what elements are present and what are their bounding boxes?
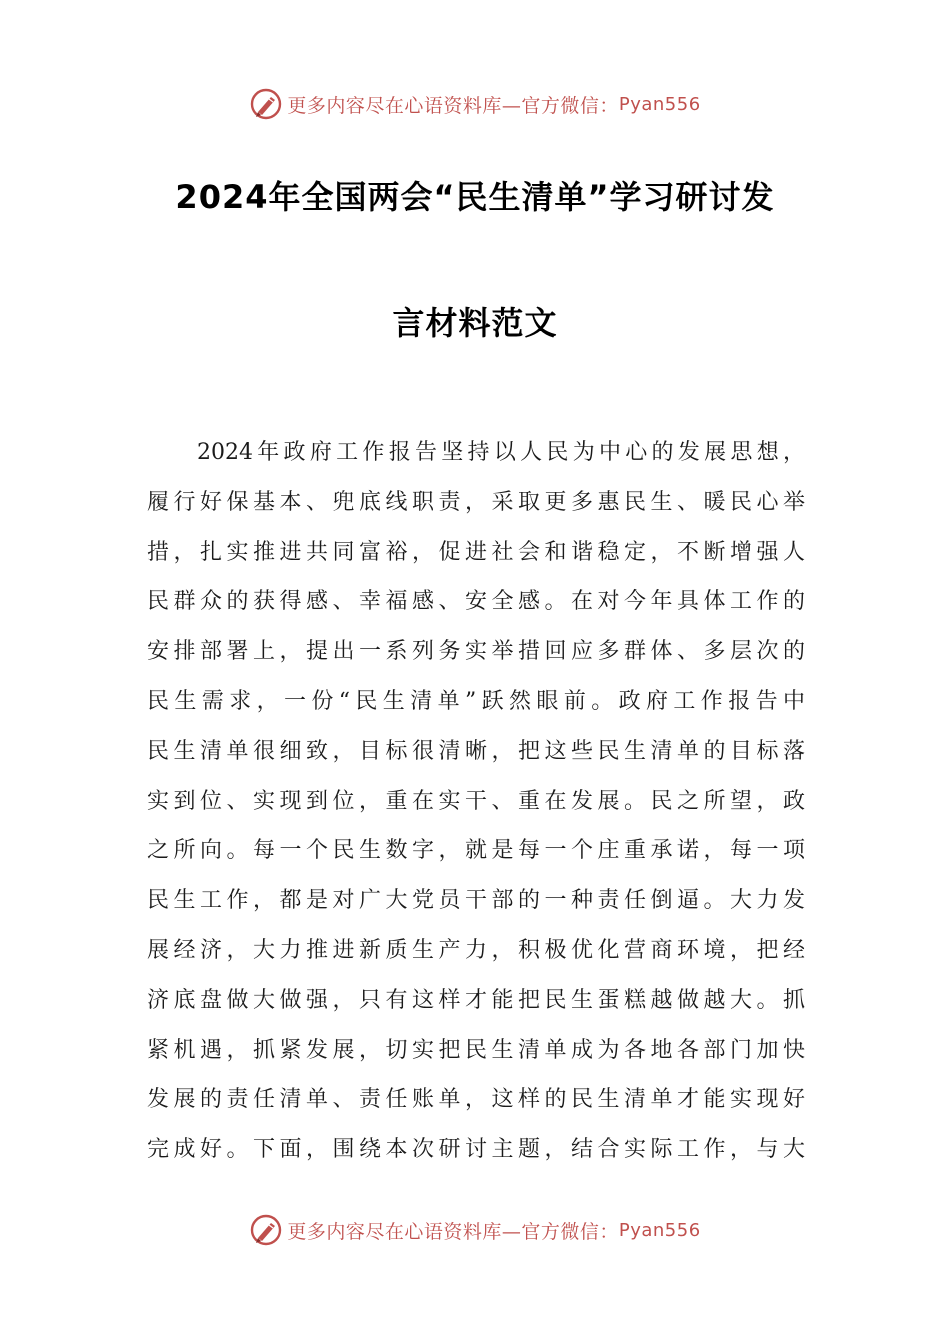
body-line: 之所向。每一个民生数字，就是每一个庄重承诺，每一项 xyxy=(147,838,805,864)
pen-logo-icon xyxy=(249,87,283,121)
body-line: 民群众的获得感、幸福感、安全感。在对今年具体工作的 xyxy=(147,589,805,615)
body-line: 实到位、实现到位，重在实干、重在发展。民之所望，政 xyxy=(147,788,805,814)
body-line: 展经济，大力推进新质生产力，积极优化营商环境，把经 xyxy=(147,937,805,963)
document-title-line-1: 2024年全国两会“民生清单”学习研讨发 xyxy=(175,178,775,216)
watermark-text: 更多内容尽在心语资料库—官方微信： xyxy=(287,1220,619,1243)
footer-watermark xyxy=(0,1210,950,1250)
watermark-text: 更多内容尽在心语资料库—官方微信： xyxy=(287,94,619,117)
body-line: 安排部署上，提出一系列务实举措回应多群体、多层次的 xyxy=(147,639,805,665)
header-watermark xyxy=(0,84,950,124)
body-line: 完成好。下面，围绕本次研讨主题，结合实际工作，与大 xyxy=(147,1137,805,1163)
body-line: 济底盘做大做强，只有这样才能把民生蛋糕越做越大。抓 xyxy=(147,987,805,1013)
watermark-wechat-id: Pyan556 xyxy=(618,93,701,115)
body-line: 紧机遇，抓紧发展，切实把民生清单成为各地各部门加快 xyxy=(147,1037,805,1063)
document-title-line-2: 言材料范文 xyxy=(392,304,558,342)
body-line: 民生清单很细致，目标很清晰，把这些民生清单的目标落 xyxy=(147,738,805,764)
body-line: 发展的责任清单、责任账单，这样的民生清单才能实现好 xyxy=(147,1087,805,1113)
body-line: 履行好保基本、兜底线职责，采取更多惠民生、暖民心举 xyxy=(147,489,805,515)
watermark-wechat-id: Pyan556 xyxy=(618,1219,701,1241)
body-line: 2024年政府工作报告坚持以人民为中心的发展思想， xyxy=(197,440,805,465)
pen-logo-icon xyxy=(249,1213,283,1247)
body-line: 措，扎实推进共同富裕，促进社会和谐稳定，不断增强人 xyxy=(147,539,805,565)
body-line: 民生需求，一份“民生清单”跃然眼前。政府工作报告中 xyxy=(147,688,805,714)
body-paragraph xyxy=(147,428,805,1175)
body-line: 民生工作，都是对广大党员干部的一种责任倒逼。大力发 xyxy=(147,888,805,914)
